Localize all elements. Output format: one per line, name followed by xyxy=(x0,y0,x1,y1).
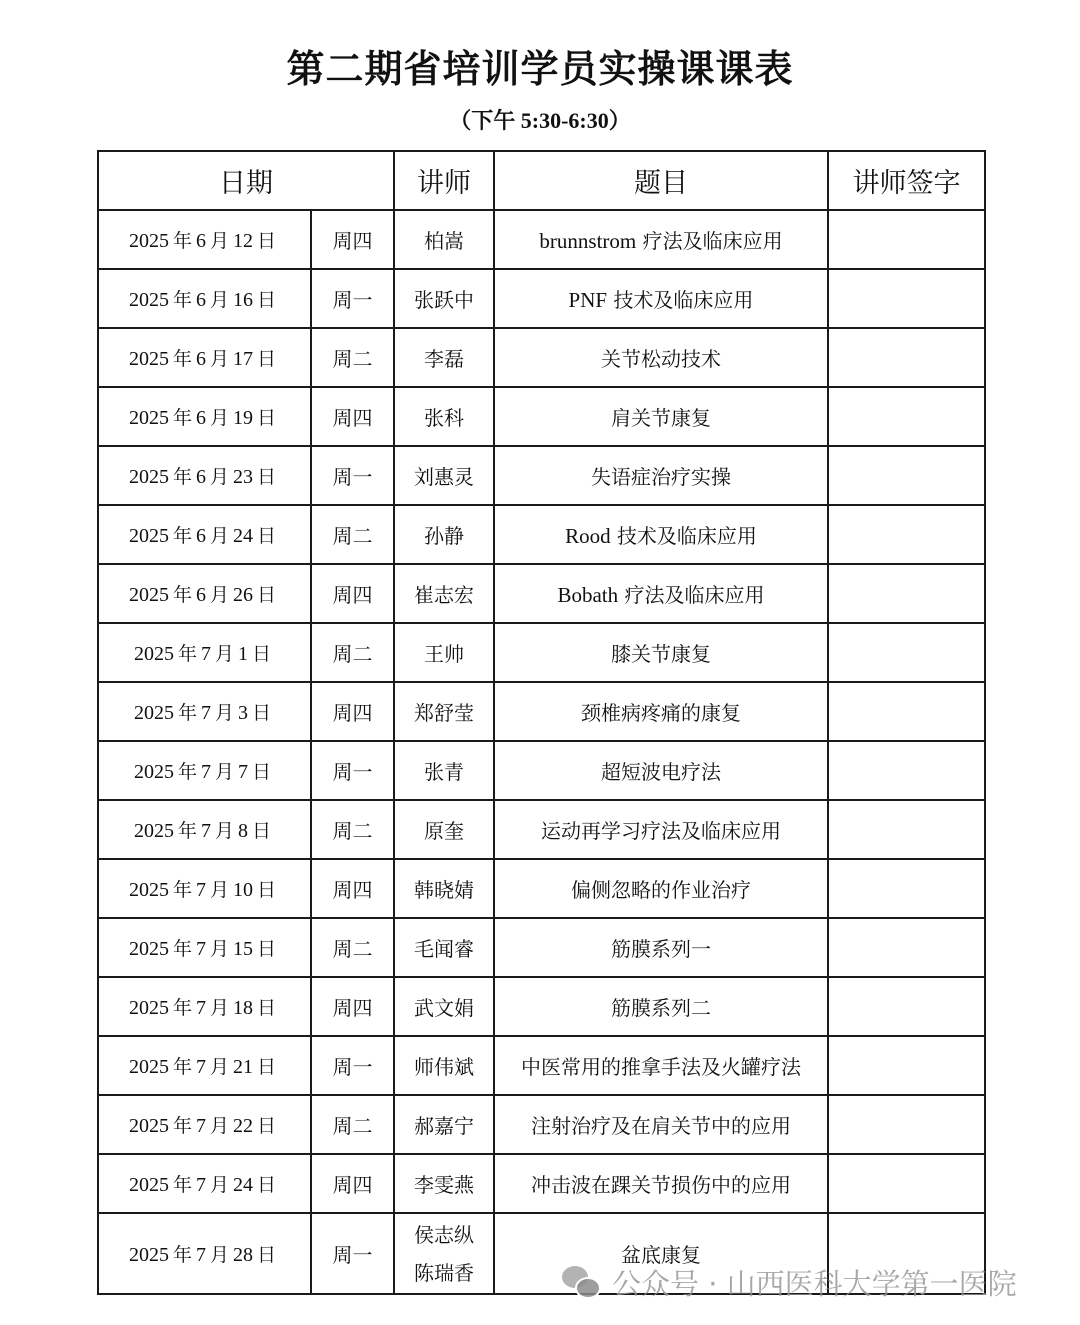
date-unit-year: 年 xyxy=(172,230,192,252)
table-row xyxy=(98,1036,985,1095)
date-unit-day: 日 xyxy=(257,1056,277,1078)
date-day: 17 xyxy=(233,348,253,370)
signature-cell[interactable] xyxy=(828,387,985,446)
topic-cell xyxy=(494,741,828,800)
date-year: 2025 xyxy=(128,289,169,311)
watermark-text: 公众号 · 山西医科大学第一医院 xyxy=(612,1267,1017,1301)
signature-cell[interactable] xyxy=(828,210,985,269)
date-unit-month: 月 xyxy=(209,997,229,1019)
date-unit-day: 日 xyxy=(257,584,277,606)
date-cell xyxy=(98,446,311,505)
schedule-table xyxy=(97,150,986,1295)
topic-text: 技术及临床应用 xyxy=(613,288,754,312)
table-row xyxy=(98,387,985,446)
weekday-cell: 周二 xyxy=(311,800,394,859)
date-year: 2025 xyxy=(128,997,169,1019)
topic-text: 注射治疗及在肩关节中的应用 xyxy=(531,1114,791,1138)
date-month: 7 xyxy=(200,702,211,724)
date-day: 23 xyxy=(233,466,253,488)
date-month: 7 xyxy=(195,938,206,960)
signature-cell[interactable] xyxy=(828,1154,985,1213)
weekday-cell: 周一 xyxy=(311,1036,394,1095)
table-row xyxy=(98,859,985,918)
teacher-cell: 刘惠灵 xyxy=(394,446,494,505)
topic-text: 关节松动技术 xyxy=(601,347,721,371)
weekday-cell: 周四 xyxy=(311,1154,394,1213)
topic-cell xyxy=(494,446,828,505)
date-cell xyxy=(98,1036,311,1095)
date-unit-day: 日 xyxy=(252,643,272,665)
date-year: 2025 xyxy=(128,879,169,901)
date-unit-month: 月 xyxy=(209,289,229,311)
date-cell xyxy=(98,1213,311,1294)
table-row xyxy=(98,1213,985,1294)
date-cell xyxy=(98,269,311,328)
weekday-cell: 周二 xyxy=(311,505,394,564)
date-unit-year: 年 xyxy=(172,466,192,488)
date-day: 18 xyxy=(233,997,253,1019)
weekday-cell: 周二 xyxy=(311,918,394,977)
date-unit-month: 月 xyxy=(209,407,229,429)
teacher-cell: 张科 xyxy=(394,387,494,446)
date-year: 2025 xyxy=(128,1244,169,1266)
weekday-cell: 周二 xyxy=(311,623,394,682)
date-year: 2025 xyxy=(133,761,174,783)
weekday-cell: 周一 xyxy=(311,1213,394,1294)
signature-cell[interactable] xyxy=(828,1036,985,1095)
date-unit-year: 年 xyxy=(172,1056,192,1078)
date-unit-year: 年 xyxy=(172,1115,192,1137)
signature-cell[interactable] xyxy=(828,269,985,328)
date-cell xyxy=(98,800,311,859)
weekday-cell: 周二 xyxy=(311,1095,394,1154)
topic-cell xyxy=(494,210,828,269)
date-unit-year: 年 xyxy=(172,407,192,429)
teacher-cell: 毛闻睿 xyxy=(394,918,494,977)
date-cell xyxy=(98,1154,311,1213)
table-row xyxy=(98,977,985,1036)
signature-cell[interactable] xyxy=(828,623,985,682)
date-unit-year: 年 xyxy=(177,820,197,842)
date-unit-day: 日 xyxy=(252,761,272,783)
date-year: 2025 xyxy=(133,702,174,724)
date-cell xyxy=(98,210,311,269)
weekday-cell: 周四 xyxy=(311,682,394,741)
date-unit-month: 月 xyxy=(214,702,234,724)
date-cell xyxy=(98,564,311,623)
page-subtitle-time: （下午 5:30-6:30） xyxy=(449,108,631,133)
topic-cell xyxy=(494,1095,828,1154)
date-unit-day: 日 xyxy=(257,407,277,429)
date-day: 24 xyxy=(233,1174,253,1196)
topic-cell xyxy=(494,387,828,446)
date-unit-year: 年 xyxy=(172,879,192,901)
date-year: 2025 xyxy=(128,1056,169,1078)
date-year: 2025 xyxy=(128,938,169,960)
date-cell xyxy=(98,741,311,800)
topic-text: 偏侧忽略的作业治疗 xyxy=(571,878,751,902)
date-unit-month: 月 xyxy=(209,879,229,901)
date-month: 6 xyxy=(195,407,206,429)
date-unit-year: 年 xyxy=(172,525,192,547)
date-year: 2025 xyxy=(128,230,169,252)
table-row xyxy=(98,505,985,564)
teacher-cell: 武文娟 xyxy=(394,977,494,1036)
date-cell xyxy=(98,505,311,564)
date-day: 26 xyxy=(233,584,253,606)
topic-cell xyxy=(494,1213,828,1294)
date-day: 19 xyxy=(233,407,253,429)
topic-text: 肩关节康复 xyxy=(611,406,711,430)
signature-cell[interactable] xyxy=(828,918,985,977)
topic-text: 疗法及临床应用 xyxy=(642,229,783,253)
table-row xyxy=(98,210,985,269)
date-unit-day: 日 xyxy=(257,938,277,960)
topic-latin: Rood xyxy=(565,524,611,548)
signature-cell[interactable] xyxy=(828,800,985,859)
date-unit-day: 日 xyxy=(257,1115,277,1137)
date-day: 21 xyxy=(233,1056,253,1078)
date-unit-month: 月 xyxy=(209,230,229,252)
date-year: 2025 xyxy=(128,1115,169,1137)
date-year: 2025 xyxy=(128,1174,169,1196)
topic-cell xyxy=(494,269,828,328)
date-unit-year: 年 xyxy=(172,289,192,311)
date-unit-day: 日 xyxy=(252,820,272,842)
topic-text: 膝关节康复 xyxy=(611,642,711,666)
topic-cell xyxy=(494,505,828,564)
date-month: 6 xyxy=(195,525,206,547)
date-day: 10 xyxy=(233,879,253,901)
teacher-cell: 柏嵩 xyxy=(394,210,494,269)
topic-text: 筋膜系列二 xyxy=(611,996,711,1020)
date-unit-year: 年 xyxy=(177,702,197,724)
table-header-row xyxy=(98,151,985,210)
date-month: 7 xyxy=(195,1244,206,1266)
date-cell xyxy=(98,1095,311,1154)
weekday-cell: 周一 xyxy=(311,741,394,800)
date-unit-day: 日 xyxy=(257,525,277,547)
date-unit-year: 年 xyxy=(172,938,192,960)
date-day: 12 xyxy=(233,230,253,252)
teacher-cell: 孙静 xyxy=(394,505,494,564)
date-month: 7 xyxy=(195,1056,206,1078)
topic-text: 疗法及临床应用 xyxy=(624,583,765,607)
topic-text: 冲击波在踝关节损伤中的应用 xyxy=(531,1173,791,1197)
topic-text: 颈椎病疼痛的康复 xyxy=(581,701,741,725)
topic-text: 筋膜系列一 xyxy=(611,937,711,961)
table-row xyxy=(98,269,985,328)
table-row xyxy=(98,1154,985,1213)
date-unit-year: 年 xyxy=(172,348,192,370)
date-year: 2025 xyxy=(128,348,169,370)
signature-cell[interactable] xyxy=(828,741,985,800)
date-year: 2025 xyxy=(128,466,169,488)
date-unit-day: 日 xyxy=(257,289,277,311)
topic-latin: Bobath xyxy=(557,583,619,607)
signature-cell[interactable] xyxy=(828,446,985,505)
teacher-name-2: 陈瑞香 xyxy=(414,1260,474,1285)
table-row xyxy=(98,800,985,859)
date-unit-month: 月 xyxy=(214,761,234,783)
topic-text: 运动再学习疗法及临床应用 xyxy=(541,819,781,843)
weekday-cell: 周四 xyxy=(311,859,394,918)
date-unit-month: 月 xyxy=(209,1056,229,1078)
date-month: 6 xyxy=(195,289,206,311)
weekday-cell: 周四 xyxy=(311,977,394,1036)
teacher-cell: 张跃中 xyxy=(394,269,494,328)
date-day: 24 xyxy=(233,525,253,547)
date-day: 3 xyxy=(238,702,248,724)
teacher-cell: 李雯燕 xyxy=(394,1154,494,1213)
teacher-cell: 崔志宏 xyxy=(394,564,494,623)
topic-text: 技术及临床应用 xyxy=(616,524,757,548)
date-day: 8 xyxy=(238,820,248,842)
date-day: 15 xyxy=(233,938,253,960)
signature-cell[interactable] xyxy=(828,1213,985,1294)
date-unit-month: 月 xyxy=(209,525,229,547)
table-row xyxy=(98,328,985,387)
header-date: 日期 xyxy=(98,151,394,210)
date-unit-month: 月 xyxy=(214,643,234,665)
teacher-cell: 郑舒莹 xyxy=(394,682,494,741)
signature-cell[interactable] xyxy=(828,682,985,741)
topic-cell xyxy=(494,800,828,859)
date-month: 7 xyxy=(200,761,211,783)
topic-latin: brunnstrom xyxy=(539,229,637,253)
table-row xyxy=(98,918,985,977)
date-day: 16 xyxy=(233,289,253,311)
signature-cell[interactable] xyxy=(828,859,985,918)
teacher-name: 侯志纵 xyxy=(414,1222,474,1247)
date-cell xyxy=(98,918,311,977)
date-year: 2025 xyxy=(128,525,169,547)
date-unit-month: 月 xyxy=(209,1174,229,1196)
date-unit-year: 年 xyxy=(177,643,197,665)
topic-text: 超短波电疗法 xyxy=(601,760,721,784)
topic-cell xyxy=(494,859,828,918)
topic-latin: PNF xyxy=(568,288,608,312)
header-teacher: 讲师 xyxy=(394,151,494,210)
date-unit-day: 日 xyxy=(252,702,272,724)
topic-cell xyxy=(494,1154,828,1213)
date-year: 2025 xyxy=(133,820,174,842)
date-day: 7 xyxy=(238,761,248,783)
date-unit-year: 年 xyxy=(172,997,192,1019)
date-unit-month: 月 xyxy=(209,466,229,488)
date-month: 7 xyxy=(195,1115,206,1137)
topic-text: 盆底康复 xyxy=(621,1243,701,1267)
date-month: 6 xyxy=(195,230,206,252)
signature-cell[interactable] xyxy=(828,328,985,387)
date-unit-year: 年 xyxy=(172,1174,192,1196)
date-year: 2025 xyxy=(128,407,169,429)
date-unit-month: 月 xyxy=(209,1244,229,1266)
signature-cell[interactable] xyxy=(828,1095,985,1154)
date-unit-month: 月 xyxy=(214,820,234,842)
teacher-cell: 郝嘉宁 xyxy=(394,1095,494,1154)
date-year: 2025 xyxy=(133,643,174,665)
table-row xyxy=(98,682,985,741)
topic-cell xyxy=(494,1036,828,1095)
table-row xyxy=(98,741,985,800)
topic-cell xyxy=(494,564,828,623)
date-month: 7 xyxy=(195,1174,206,1196)
topic-cell xyxy=(494,328,828,387)
date-unit-year: 年 xyxy=(172,1244,192,1266)
date-unit-day: 日 xyxy=(257,997,277,1019)
header-signature: 讲师签字 xyxy=(828,151,985,210)
table-row xyxy=(98,564,985,623)
date-cell xyxy=(98,977,311,1036)
table-row xyxy=(98,1095,985,1154)
teacher-cell xyxy=(394,1213,494,1294)
weekday-cell: 周一 xyxy=(311,446,394,505)
date-unit-day: 日 xyxy=(257,230,277,252)
date-cell xyxy=(98,859,311,918)
date-unit-month: 月 xyxy=(209,584,229,606)
topic-cell xyxy=(494,682,828,741)
date-day: 1 xyxy=(238,643,248,665)
date-cell xyxy=(98,328,311,387)
date-unit-day: 日 xyxy=(257,1174,277,1196)
date-unit-month: 月 xyxy=(209,1115,229,1137)
date-unit-year: 年 xyxy=(172,584,192,606)
date-month: 7 xyxy=(200,820,211,842)
date-unit-month: 月 xyxy=(209,938,229,960)
topic-text: 失语症治疗实操 xyxy=(591,465,731,489)
date-day: 22 xyxy=(233,1115,253,1137)
date-day: 28 xyxy=(233,1244,253,1266)
date-month: 7 xyxy=(195,879,206,901)
teacher-cell: 原奎 xyxy=(394,800,494,859)
signature-cell[interactable] xyxy=(828,564,985,623)
date-month: 7 xyxy=(200,643,211,665)
page-title: 第二期省培训学员实操课课表 xyxy=(286,47,794,91)
weekday-cell: 周二 xyxy=(311,328,394,387)
date-year: 2025 xyxy=(128,584,169,606)
topic-cell xyxy=(494,977,828,1036)
weekday-cell: 周一 xyxy=(311,269,394,328)
signature-cell[interactable] xyxy=(828,977,985,1036)
header-topic: 题目 xyxy=(494,151,828,210)
teacher-cell: 李磊 xyxy=(394,328,494,387)
date-unit-day: 日 xyxy=(257,348,277,370)
teacher-cell: 师伟斌 xyxy=(394,1036,494,1095)
weekday-cell: 周四 xyxy=(311,387,394,446)
date-unit-day: 日 xyxy=(257,466,277,488)
date-month: 6 xyxy=(195,584,206,606)
date-unit-month: 月 xyxy=(209,348,229,370)
weekday-cell: 周四 xyxy=(311,564,394,623)
date-unit-day: 日 xyxy=(257,1244,277,1266)
topic-cell xyxy=(494,918,828,977)
topic-cell xyxy=(494,623,828,682)
date-unit-day: 日 xyxy=(257,879,277,901)
date-cell xyxy=(98,623,311,682)
teacher-cell: 韩晓婧 xyxy=(394,859,494,918)
date-cell xyxy=(98,387,311,446)
weekday-cell: 周四 xyxy=(311,210,394,269)
date-month: 6 xyxy=(195,348,206,370)
topic-text: 中医常用的推拿手法及火罐疗法 xyxy=(521,1055,801,1079)
date-unit-year: 年 xyxy=(177,761,197,783)
date-month: 6 xyxy=(195,466,206,488)
signature-cell[interactable] xyxy=(828,505,985,564)
teacher-cell: 张青 xyxy=(394,741,494,800)
table-row xyxy=(98,623,985,682)
date-month: 7 xyxy=(195,997,206,1019)
table-row xyxy=(98,446,985,505)
date-cell xyxy=(98,682,311,741)
teacher-cell: 王帅 xyxy=(394,623,494,682)
